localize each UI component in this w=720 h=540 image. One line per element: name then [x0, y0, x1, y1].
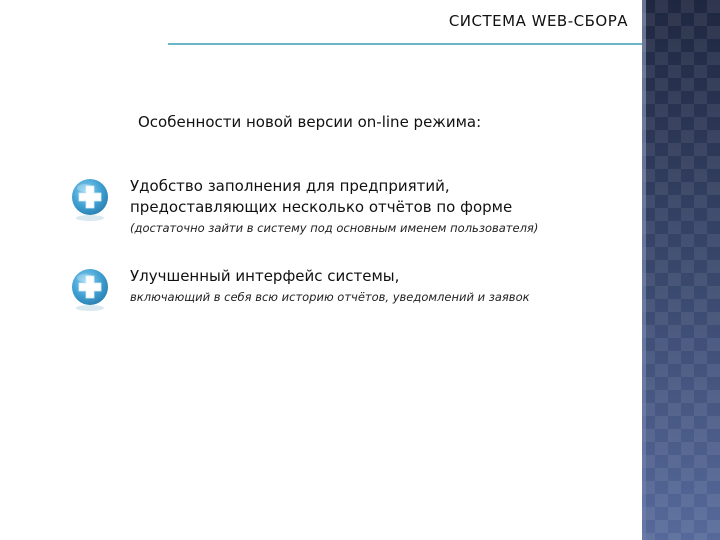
header-divider [168, 43, 642, 45]
section-subtitle: Особенности новой версии on-line режима: [138, 113, 482, 131]
page-title: СИСТЕМА WEB-СБОРА [448, 12, 628, 30]
item-heading-line-1: Удобство заполнения для предприятий, [130, 177, 450, 195]
plus-icon [70, 268, 110, 312]
item-heading-line-1: Улучшенный интерфейс системы, [130, 267, 400, 285]
item-note: (достаточно зайти в систему под основным именем пользователя) [130, 221, 539, 235]
item-heading-line-2: предоставляющих несколько отчётов по форме [130, 198, 513, 216]
decorative-side-band [642, 0, 720, 540]
plus-icon [70, 178, 110, 222]
item-note: включающий в себя всю историю отчётов, уведомлений и заявок [130, 290, 530, 304]
